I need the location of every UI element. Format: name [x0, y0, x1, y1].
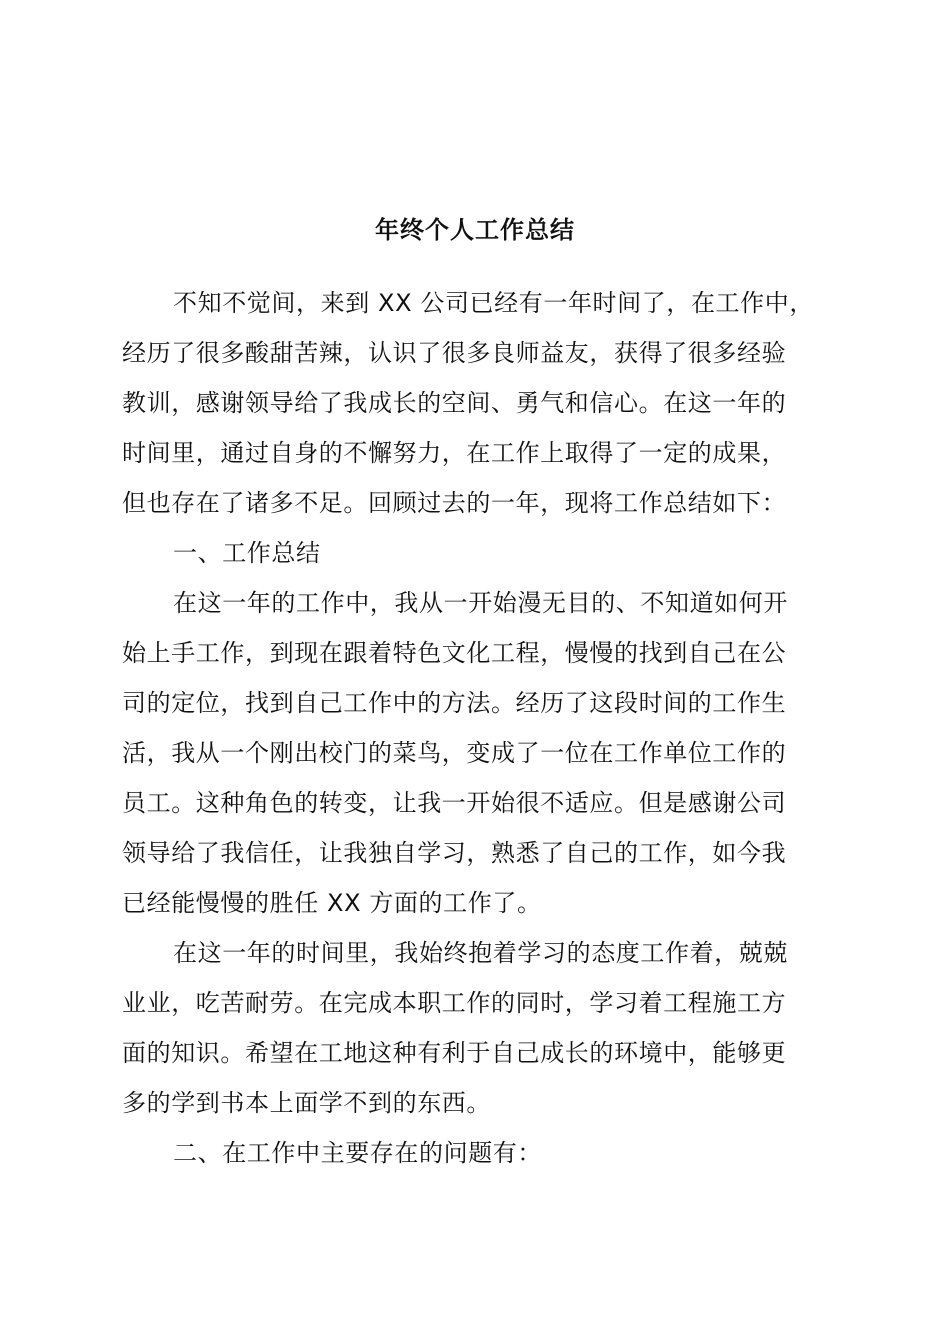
- paragraph-line: 始上手工作，到现在跟着特色文化工程，慢慢的找到自己在公: [122, 639, 787, 667]
- paragraph-line: 在这一年的工作中，我从一开始漫无目的、不知道如何开: [173, 589, 788, 617]
- paragraph-line: 多的学到书本上面学不到的东西。: [122, 1089, 491, 1117]
- paragraph-line: 活，我从一个刚出校门的菜鸟，变成了一位在工作单位工作的: [122, 739, 787, 767]
- section-heading: 二、在工作中主要存在的问题有：: [173, 1139, 542, 1167]
- paragraph-line: 时间里，通过自身的不懈努力，在工作上取得了一定的成果，: [122, 439, 787, 467]
- paragraph-line: 不知不觉间，来到 XX 公司已经有一年时间了，在工作中，: [173, 289, 814, 317]
- paragraph-line: 在这一年的时间里，我始终抱着学习的态度工作着，兢兢: [173, 939, 788, 967]
- document-title: 年终个人工作总结: [375, 216, 575, 244]
- paragraph-line: 但也存在了诸多不足。回顾过去的一年，现将工作总结如下：: [122, 489, 787, 517]
- paragraph-line: 经历了很多酸甜苦辣，认识了很多良师益友，获得了很多经验: [122, 339, 787, 367]
- paragraph-line: 业业，吃苦耐劳。在完成本职工作的同时，学习着工程施工方: [122, 989, 787, 1017]
- paragraph-line: 领导给了我信任，让我独自学习，熟悉了自己的工作，如今我: [122, 839, 787, 867]
- paragraph-line: 教训，感谢领导给了我成长的空间、勇气和信心。在这一年的: [122, 389, 787, 417]
- section-heading: 一、工作总结: [173, 539, 321, 567]
- paragraph-line: 已经能慢慢的胜任 XX 方面的工作了。: [122, 889, 542, 917]
- paragraph-line: 员工。这种角色的转变，让我一开始很不适应。但是感谢公司: [122, 789, 787, 817]
- paragraph-line: 面的知识。希望在工地这种有利于自己成长的环境中，能够更: [122, 1039, 787, 1067]
- paragraph-line: 司的定位，找到自己工作中的方法。经历了这段时间的工作生: [122, 689, 787, 717]
